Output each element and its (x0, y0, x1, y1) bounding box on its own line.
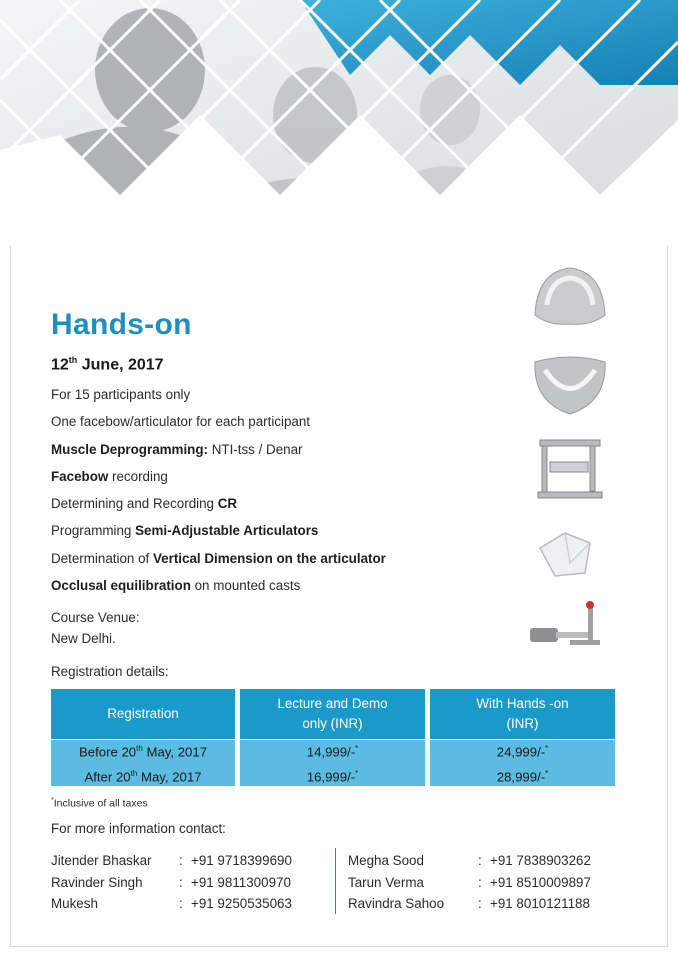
topic-item (51, 522, 511, 549)
topic-emphasis: Semi-Adjustable Articulators (135, 523, 319, 539)
cell-lecture-prices (240, 740, 425, 786)
header-line: Lecture and Demo (277, 696, 388, 711)
header-text (277, 694, 387, 734)
venue-label: Course Venue: (51, 610, 140, 625)
header-line: With Hands -on (476, 696, 569, 711)
contacts-left (51, 850, 292, 915)
header-registration (51, 689, 235, 739)
contact-separator: : (478, 874, 482, 890)
topic-text: Programming (51, 523, 136, 539)
course-topics-list (51, 386, 511, 604)
contact-phone: +91 9811300970 (191, 874, 291, 890)
topic-text: Determining and Recording (51, 496, 218, 512)
topic-emphasis: Occlusal equilibration (51, 578, 191, 594)
lecture-price (307, 763, 359, 788)
splint-icon (540, 533, 590, 576)
topic-item (51, 495, 511, 522)
venue-city: New Delhi. (51, 631, 116, 646)
topic-item (51, 441, 511, 468)
hands-on-price (497, 738, 549, 763)
product-illustrations (525, 260, 615, 660)
period-text: After 20 (84, 769, 131, 785)
topic-emphasis: Vertical Dimension on the articulator (152, 550, 386, 566)
topic-emphasis: CR (217, 496, 238, 512)
contact-phone: +91 7838903262 (490, 853, 591, 868)
period-suffix: th (130, 769, 138, 778)
header-line: (INR) (506, 716, 539, 731)
price-mark: * (355, 769, 359, 778)
price-value: 28,999/- (496, 769, 546, 785)
cell-registration-dates (51, 740, 235, 786)
contact-name: Ravinder Singh (51, 874, 143, 890)
contact-name: Tarun Verma (348, 874, 424, 890)
contact-separator: : (478, 853, 482, 868)
topic-text: recording (108, 468, 168, 484)
contact-row (51, 893, 292, 915)
contact-row (348, 872, 591, 894)
header-line: Registration (107, 706, 179, 721)
page-title: Hands-on (51, 308, 192, 341)
period-text: May, 2017 (142, 744, 208, 759)
contact-separator: : (179, 853, 183, 868)
contact-name: Mukesh (51, 896, 98, 911)
topic-item (51, 468, 511, 495)
contact-row (348, 850, 591, 872)
lecture-price (307, 738, 359, 763)
upper-cast-icon (535, 268, 605, 324)
cell-hands-on-prices (430, 740, 615, 786)
price-value: 14,999/- (306, 744, 356, 759)
topic-item (51, 577, 511, 604)
topic-text: One facebow/articulator for each participant (51, 414, 311, 430)
header-text (476, 694, 568, 734)
topic-emphasis: Muscle Deprogramming: (51, 441, 208, 457)
price-mark: * (545, 769, 549, 778)
topic-item (51, 413, 511, 440)
contact-phone: +91 8010121188 (490, 896, 590, 911)
price-value: 16,999/- (306, 769, 356, 785)
topic-item (51, 386, 511, 413)
contact-separator: : (179, 896, 183, 911)
hands-on-price (497, 763, 549, 788)
period-text: Before 20 (78, 744, 137, 759)
event-date: 12th June, 2017 (51, 355, 164, 374)
contact-separator: : (478, 896, 482, 911)
period-suffix: th (136, 743, 143, 753)
header-text (107, 704, 178, 724)
price-mark: * (355, 743, 359, 753)
header-line: only (INR) (302, 716, 363, 731)
facebow-icon (530, 601, 600, 645)
contact-row (51, 850, 292, 872)
contact-row (348, 893, 591, 915)
contacts-right (348, 850, 591, 915)
price-value: 24,999/- (496, 744, 546, 759)
course-venue (51, 607, 140, 649)
topic-text: on mounted casts (190, 578, 301, 594)
price-mark: * (545, 743, 549, 753)
articulator-icon (538, 440, 602, 498)
topic-text: NTI-tss / Denar (208, 441, 303, 457)
period-text: May, 2017 (137, 769, 202, 785)
contact-phone: +91 9250535063 (191, 896, 292, 911)
topic-item (51, 550, 511, 577)
header-hands-on (430, 689, 615, 739)
lower-cast-icon (535, 357, 605, 414)
topic-text: Determination of (51, 550, 153, 566)
contact-name: Ravindra Sahoo (348, 896, 445, 911)
contact-phone: +91 9718399690 (191, 853, 292, 868)
tax-note: *Inclusive of all taxes (51, 797, 148, 810)
topic-text: For 15 participants only (51, 387, 191, 402)
contact-header: For more information contact: (51, 821, 226, 836)
contact-name: Megha Sood (348, 853, 424, 868)
contact-phone: +91 8510009897 (490, 874, 591, 890)
topic-emphasis: Facebow (51, 468, 109, 484)
registration-period (84, 763, 201, 788)
registration-period (79, 738, 207, 763)
registration-label: Registration details: (51, 664, 169, 679)
contact-separator: : (179, 874, 183, 890)
contact-row (51, 872, 292, 894)
contact-name: Jitender Bhaskar (51, 853, 152, 868)
contacts-divider (335, 848, 336, 914)
header-lecture-demo (240, 689, 425, 739)
